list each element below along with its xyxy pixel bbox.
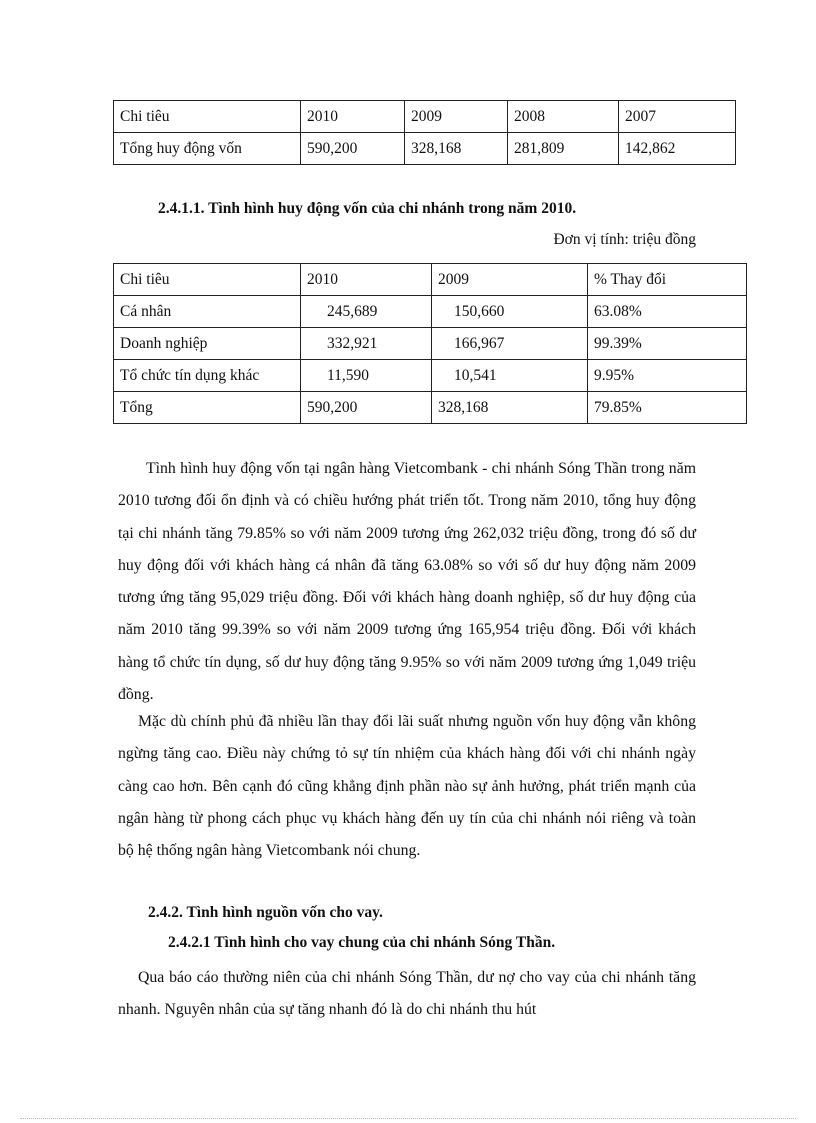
table-row [114,133,736,165]
table-cell: 2007 [619,101,736,133]
table-cell: 332,921 [301,328,432,360]
table-cell: 2009 [432,264,588,296]
table-row [114,296,747,328]
table-cell: Tổ chức tín dụng khác [114,360,301,392]
table-cell: 2010 [301,264,432,296]
table-cell: 328,168 [405,133,508,165]
table-cell: 142,862 [619,133,736,165]
table-cell: 99.39% [588,328,747,360]
table-cell: Doanh nghiệp [114,328,301,360]
table-cell: 590,200 [301,392,432,424]
table-cell: Tổng [114,392,301,424]
table-cell: 328,168 [432,392,588,424]
table-cell: 245,689 [301,296,432,328]
table-row [114,360,747,392]
section-heading-2411: 2.4.1.1. Tình hình huy động vốn của chi nhánh trong năm 2010. [158,200,577,217]
table-header-row [114,101,736,133]
paragraph-loan-overview [118,962,696,1027]
table-cell: 2010 [301,101,405,133]
paragraph-text: Mặc dù chính phủ đã nhiều lần thay đổi lãi suất nhưng nguồn vốn huy động vẫn không ngừng tăng cao. Điều này chứng tỏ sự tín nhiệm của khách hàng đối với chi nhánh ngày càng cao hơn. Bên cạnh đó cũng khẳng định phần nào sự ảnh hưởng, phát triển mạnh của ngân hàng từ phong cách phục vụ khách hàng đến uy tín của chi nhánh nói riêng và toàn bộ hệ thống ngân hàng Vietcombank nói chung. [118,713,696,860]
table-cell: 79.85% [588,392,747,424]
table-cell: 281,809 [508,133,619,165]
table-cell: 63.08% [588,296,747,328]
table-row [114,328,747,360]
table-cell: 590,200 [301,133,405,165]
paragraph-capital-analysis [118,453,696,711]
paragraph-capital-conclusion [118,706,696,867]
table-cell: Cá nhân [114,296,301,328]
table-cell: 9.95% [588,360,747,392]
table-row [114,392,747,424]
table-cell: 11,590 [301,360,432,392]
table-cell: Tổng huy động vốn [114,133,301,165]
capital-by-segment-table [113,263,747,424]
paragraph-text: Qua báo cáo thường niên của chi nhánh Sóng Thần, dư nợ cho vay của chi nhánh tăng nhanh. Nguyên nhân của sự tăng nhanh đó là do chi nhánh thu hút [118,969,696,1019]
table-header-row [114,264,747,296]
table-cell: 150,660 [432,296,588,328]
table-cell: 2008 [508,101,619,133]
capital-summary-table [113,100,736,165]
table-cell: 10,541 [432,360,588,392]
table-cell: Chi tiêu [114,264,301,296]
section-heading-242: 2.4.2. Tình hình nguồn vốn cho vay. [148,904,383,921]
section-heading-2421: 2.4.2.1 Tình hình cho vay chung của chi nhánh Sóng Thần. [168,934,556,951]
paragraph-text: Tình hình huy động vốn tại ngân hàng Vietcombank - chi nhánh Sóng Thần trong năm 2010 tương đối ổn định và có chiều hướng phát triển tốt. Trong năm 2010, tổng huy động tại chi nhánh tăng 79.85% so với năm 2009 tương ứng 262,032 triệu đồng, trong đó số dư huy động đối với khách hàng cá nhân đã tăng 63.08% so với số dư huy động năm 2009 tương ứng tăng 95,029 triệu đồng. Đối với khách hàng doanh nghiệp, số dư huy động của năm 2010 tăng 99.39% so với năm 2009 tương ứng 165,954 triệu đồng. Đối với khách hàng tổ chức tín dụng, số dư huy động tăng 9.95% so với năm 2009 tương ứng 1,049 triệu đồng. [118,460,696,704]
table-cell: % Thay đổi [588,264,747,296]
table-cell: 166,967 [432,328,588,360]
unit-label: Đơn vị tính: triệu đồng [553,231,696,248]
table-cell: Chi tiêu [114,101,301,133]
page-footer-divider [20,1118,796,1119]
table-cell: 2009 [405,101,508,133]
